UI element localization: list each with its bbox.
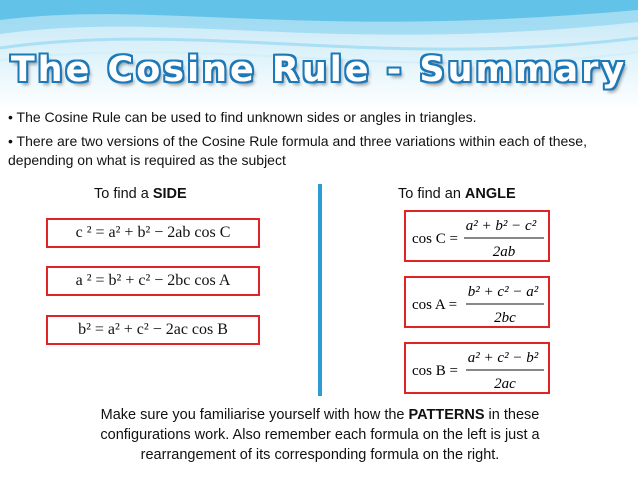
bullet-text: The Cosine Rule can be used to find unknown sides or angles in triangles. xyxy=(16,109,477,125)
formula-text: b² = a² + c² − 2ac cos B xyxy=(78,321,228,338)
side-formula-a xyxy=(46,266,260,296)
formula-numerator: a² + b² − c² xyxy=(465,218,537,234)
angle-formula-cosA xyxy=(404,276,550,328)
bullet-text: There are two versions of the Cosine Rule formula and three variations within each of these, depending on what is required as the subject xyxy=(8,133,587,168)
bullet-list xyxy=(8,108,608,175)
formula-denominator: 2ac xyxy=(494,376,516,392)
footer-text-before: Make sure you familiarise yourself with how the xyxy=(100,407,409,423)
footer-text-after: in these configurations work. Also remember each formula on the left is just a rearrangement of its corresponding formula on the right. xyxy=(100,407,540,463)
bullet-item xyxy=(8,108,608,127)
side-formula-c xyxy=(46,218,260,248)
side-heading-keyword: SIDE xyxy=(152,186,187,202)
bullet-glyph: • xyxy=(8,109,13,125)
bullet-item xyxy=(8,132,608,170)
formula-numerator: a² + c² − b² xyxy=(467,350,539,366)
side-heading-prefix: To find a xyxy=(94,186,153,202)
formula-lhs: cos A = xyxy=(412,297,458,313)
bullet-glyph: • xyxy=(8,133,13,149)
formula-text: c ² = a² + b² − 2ab cos C xyxy=(75,224,231,241)
fraction-graphic xyxy=(406,344,552,396)
side-section-heading xyxy=(94,186,187,202)
fraction-graphic xyxy=(406,278,552,330)
angle-section-heading xyxy=(398,186,516,202)
fraction-graphic xyxy=(406,212,552,264)
angle-formula-cosB xyxy=(404,342,550,394)
side-formula-b xyxy=(46,315,260,345)
angle-heading-keyword: ANGLE xyxy=(464,186,516,202)
formula-denominator: 2ab xyxy=(492,244,516,260)
page-title: The Cosine Rule - Summary xyxy=(10,50,628,90)
formula-lhs: cos B = xyxy=(412,363,458,379)
footer-note xyxy=(60,405,580,465)
angle-formula-cosC xyxy=(404,210,550,262)
footer-keyword: PATTERNS xyxy=(408,407,485,423)
formula-lhs: cos C = xyxy=(412,231,458,247)
angle-heading-prefix: To find an xyxy=(398,186,465,202)
formula-denominator: 2bc xyxy=(494,310,516,326)
section-divider xyxy=(318,184,322,396)
formula-text: a ² = b² + c² − 2bc cos A xyxy=(75,272,231,289)
formula-numerator: b² + c² − a² xyxy=(467,284,539,300)
